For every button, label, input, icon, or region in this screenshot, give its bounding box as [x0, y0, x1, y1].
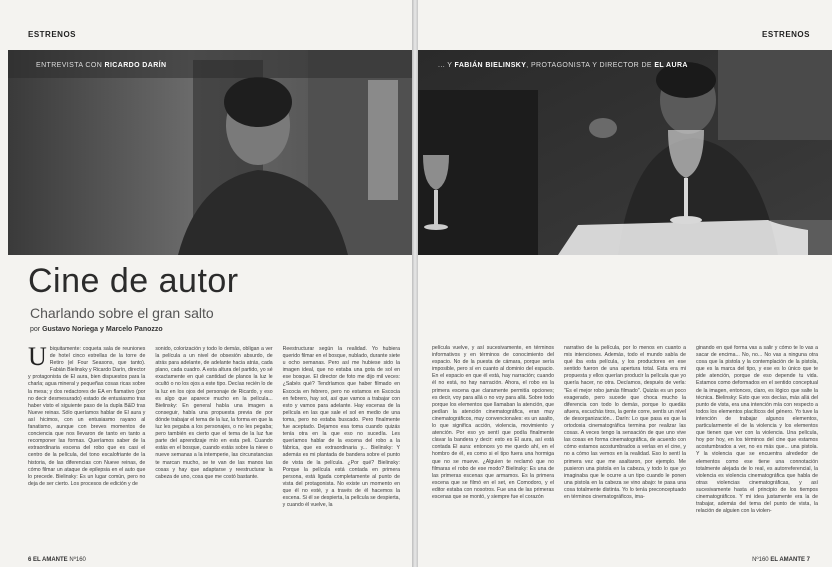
- photo-fabian-bielinsky: [418, 50, 832, 255]
- right-page: [418, 0, 832, 567]
- byline: [30, 326, 163, 333]
- page-number: 6: [28, 557, 32, 563]
- column-text: película vuelve, y así sucesivamente, en términos informativos y en términos de conocimiento del espacio. No de la puesta de cámara, porque sería imposible, pero sí en cuanto al dominio del espacio. En el espacio en que él está, hay narración; cuando él no está, no hay narración. Ahora, el robo es la primera escena que claramente permitía opciones; es decir, voy para allá o no voy para allá. Sobre todo porque los elementos que llamaban la atención, que pedían la atención cinematográfica, eran muy cinematográficos, muy convencionales: es un asalto, lo que significa acción, violencia, movimiento y atención. Por eso yo sentí que podía finalmente clavar la bandera y decir: esto es El aura, así está contada El aura: entonces yo me quedo ahí, en el hombro de él, es como si el tipo fuera una hormiga que no se mueve. ¿Alguien te reclamó que no filmaras el robo de ese modo? Bielinsky: Es una de las primeras escenas que armamos. Es la primera escena que se filmó en el set, en Comodoro, y el editor estaba con nosotros. Fue una de las primeras escenas que se montó, y siempre fue el corazón: [432, 345, 554, 500]
- page-footer: [28, 557, 86, 563]
- byline-authors: Gustavo Noriega y Marcelo Panozzo: [42, 326, 163, 333]
- magazine-name: EL AMANTE: [770, 557, 805, 563]
- column-text: biquitamente: coqueta sala de reuniones de hotel cinco estrellas de la torre de Retiro (el Four Seasons, que tanto). Fabián Bielinsky y Ricardo Darín, director y protagonista de El aura, bien dispuestos para la charla; agua mineral y pequeñas cosas ricas sobre la mesa; y dos redactores de EA en flamativo (por no decir desmesurado) estado de entusiasmo tras haber visto el siguiente paso de la dupla B&D tras Nueve reinas. Sólo queríamos hablar de El aura y así hicimos, con un entusiasmo rayano al fanatismo, aunque con breves momentos de conciencia que nos llevaron de tanto en tanto a recomponer las formas. Queríamos saber de la extraordinaria escena del robo que es casi el centro de la película, del tono escalofriante de la historia, de las diferencias con Nueve reinas, de cómo filmar un ataque de epilepsia en el auto que lo precede. Bielinsky: Es un lugar común, pero no deja de ser cierto. Los procesos de edición y de: [28, 346, 146, 487]
- column-3: [283, 346, 400, 509]
- interview-photo-right: [418, 50, 832, 255]
- issue-number: Nº160: [752, 557, 769, 563]
- page-number: 7: [806, 557, 810, 563]
- article-title: Cine de autor: [28, 262, 239, 300]
- page-footer: [752, 557, 810, 563]
- photo-ricardo-darin: [8, 50, 412, 255]
- caption-prefix: ENTREVISTA CON: [36, 62, 105, 69]
- column-1: [28, 342, 146, 509]
- drop-cap: U: [28, 342, 47, 371]
- column-2: [155, 346, 272, 509]
- column-text: Reestructurar según la realidad. Yo hubiera querido filmar en el bosque, nublado, durante siete u ocho semanas. Pero así me hubiese sido la imagen ideal, que no estaba una gota de sol en ese bosque. El director de foto me dijo mil veces: ¿Sabés qué? Tendríamos que haber filmado en Escocia en febrero, pero no estamos en Escocia en febrero, hay sol, así que vamos a trabajar con esto y vamos para adelante. Hay escenas de la película en las que sale el sol en medio de una toma, pero no estaba buscado. Pero finalmente fue aceptado. Dejamos esa toma cuando quizás tenía otra en la que eso no sucedía. Les queríamos hablar de la escena del robo a la fábrica, que es extraordinaria y... Bielinsky: Y además es mi plantada de bandera sobre el punto de vista de la película. ¿Por qué? Bielinsky: Porque la película está contada en primera persona, está ligada completamente al punto de vista del protagonista. No existe un momento en que él no esté, y a través de él hacemos la escena. Si él se despierta, la película se despierta, y cuando él vuelve, la: [282, 346, 400, 509]
- column-5: [564, 345, 686, 515]
- caption-film: EL AURA: [654, 62, 688, 69]
- section-label: ESTRENOS: [761, 30, 810, 39]
- article-columns: [432, 345, 818, 515]
- caption-prefix: ... Y: [438, 62, 455, 69]
- column-text: narrativo de la película, por lo menos en cuanto a mis intenciones. Además, todo el mundo sabía de qué iba esta película, y los productores en ese sentido fueron de una apertura total. Esta era mi propuesta y ellos querían producir la película que yo quería hacer, no otra. Decíamos, después de verla: "Es el mejor robo jamás filmado". Quizás es un poco exagerado, pero sucede que choca mucho la diferencia con todo lo demás, porque lo quedás afuera, escuchás tiros, la gente corre, sentís un nivel de desorganización... Darín: Lo que pasa es que la ortodoxia cinematográfica termina por realizar las cosas. A veces tengo la sensación de que uno vive las cosas en forma cinematográfica, de acuerdo con cómo estamos acostumbrados a verlas en el cine, y no a cómo las vemos en la realidad. Eso lo sentí la primera vez que me asaltaron, por ejemplo. Me pusieron una pistola en la cabeza, y todo lo que yo imaginaba que le ocurre a un tipo cuando le ponen una pistola en la cabeza se vino abajo: te pasa una cosa totalmente distinta. Yo lo tenía preconceptuado en términos cinematográficos, ima-: [564, 345, 686, 500]
- magazine-name: EL AMANTE: [33, 557, 68, 563]
- section-label: ESTRENOS: [28, 30, 77, 39]
- caption-name: RICARDO DARÍN: [104, 62, 167, 69]
- column-6: [696, 345, 818, 515]
- column-4: [432, 345, 554, 515]
- left-page: [0, 0, 412, 567]
- caption-name: FABIÁN BIELINSKY: [454, 62, 527, 69]
- caption-middle: , PROTAGONISTA Y DIRECTOR DE: [526, 62, 655, 69]
- byline-prefix: por: [30, 326, 43, 333]
- photo-caption: [36, 62, 166, 69]
- photo-caption: [438, 62, 688, 69]
- interview-photo-left: [8, 50, 412, 255]
- column-text: sonido, colorización y todo lo demás, obligan a ver la película a un nivel de obsesión absurdo, de atrás para adelante, de adelante hacia atrás, cada plano, cada cuadro. A esta altura del partido, yo sé exactamente en qué cantidad de planos la luz le ocultó o no los ojos a este tipo. Decías recién lo de la luz en los ojos del personaje de Ricardo, y eso es algo que aparece mucho en la película... Bielinsky: En general había una imagen a conseguir, había una propuesta previa de por dónde trabajar el tema de la luz, la forma en que la luz les pegaba a los personajes, o no les pegaba; pero también es cierto que el tema de la luz fue parte del aprendizaje mío en esta peli. Cuando estás en el bosque, cuando estás sobre la nieve o nueve semanas a la intemperie, las circunstancias te marcan mucho, se te van de las manos las cosas y hay que adaptarse y reestructurar la cabeza de uno, cosa que me costó bastante.: [155, 346, 273, 480]
- column-text: ginando en qué forma vas a salir y cómo te lo vas a sacar de encima... No, no... No vas a ninguna otra cosa que la pistola y la contemplación de la pistola, que es la marca del tipo, y ese es lo único que te pide atención, porque de eso depende tu vida. Estamos como deformados en el sentido conceptual de la imagen, entonces, claro, es lógico que salte la técnica. Bielinsky: Esto que vos decías, más allá del punto de vista, era una intención mía con respecto a todos los elementos placíticos del género. Yo tuve la intención de trabajar algunos elementos, particularmente el de la violencia y los elementos que tienen que ver con la violencia. Una película, hoy por hoy, en los términos del cine que estamos acostumbrados a ver, no es más que... una pistola. Y la violencia que se encuentra alrededor de elementos como ese tiene una connotación totalmente alejada de lo real, es autorreferencial, la violencia es violencia cinematográfica que habla de otras violencias cinematográficas, y así sucesivamente hasta el principio de los tiempos cinematográficos. Y mi idea justamente era la de trabajar, además del tema del punto de vista, la relación de alguien con la violen-: [696, 345, 818, 515]
- issue-number: Nº160: [69, 557, 86, 563]
- article-columns: [28, 342, 400, 509]
- article-subtitle: Charlando sobre el gran salto: [30, 305, 214, 321]
